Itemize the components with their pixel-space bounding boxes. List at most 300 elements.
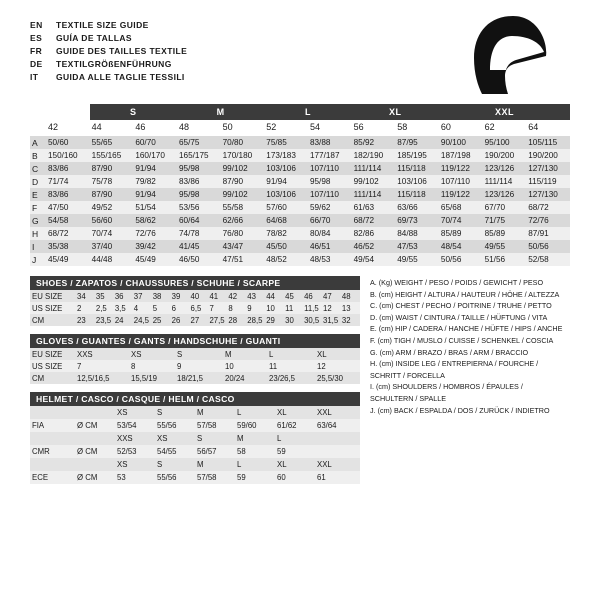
cell: 52/58	[526, 253, 570, 266]
helmet-size: XS	[116, 406, 156, 419]
cell: 115/118	[395, 162, 439, 175]
cell: 87/90	[90, 162, 134, 175]
table-row	[30, 445, 360, 458]
cell: 103/106	[395, 175, 439, 188]
language-row	[30, 59, 187, 70]
unit-label: Ø CM	[76, 445, 116, 458]
cell: 55/58	[221, 201, 265, 214]
helmet-size: M	[236, 432, 276, 445]
cell: 7	[76, 360, 130, 372]
cell: 24,5	[133, 314, 152, 326]
helmet-size: L	[236, 406, 276, 419]
cell: 51/54	[133, 201, 177, 214]
group-cell-l: L	[264, 104, 351, 120]
helmet-size-header-row	[30, 432, 360, 445]
cell: 160/170	[133, 149, 177, 162]
row-label-empty	[30, 120, 46, 136]
language-title: GUÍA DE TALLAS	[56, 33, 132, 43]
row-label: US SIZE	[30, 360, 76, 372]
cell: 37	[133, 290, 152, 302]
cell: 30	[284, 314, 303, 326]
cell: 80/84	[308, 227, 352, 240]
measure-label: F	[30, 201, 46, 214]
cell: 90/100	[439, 136, 483, 149]
measure-label: B	[30, 149, 46, 162]
cell: 83/86	[177, 175, 221, 188]
cell: 173/183	[264, 149, 308, 162]
helmet-size: L	[276, 432, 316, 445]
helmet-size: XXS	[116, 432, 156, 445]
helmet-size: XXL	[316, 406, 360, 419]
cell: 41	[208, 290, 227, 302]
size-number: 48	[178, 122, 189, 132]
table-row	[30, 175, 570, 188]
table-row	[30, 227, 570, 240]
cell: 55/56	[156, 419, 196, 432]
legend-item: B. (cm) HEIGHT / ALTURA / HAUTEUR / HÖHE / ALTEZZA	[370, 289, 560, 299]
cell: 27	[190, 314, 209, 326]
cell: 48/52	[264, 253, 308, 266]
cell: 67/70	[483, 201, 527, 214]
cell: 187/198	[439, 149, 483, 162]
cell: 56/60	[90, 214, 134, 227]
cell: 48	[341, 290, 360, 302]
cell: 61/62	[276, 419, 316, 432]
cell: 58	[236, 445, 276, 458]
cell: 65/75	[177, 136, 221, 149]
table-row	[30, 162, 570, 175]
cell: XXS	[76, 348, 130, 360]
helmet-section-title: HELMET / CASCO / CASQUE / HELM / CASCO	[30, 392, 360, 406]
cell: 95/100	[483, 136, 527, 149]
language-title-list	[30, 14, 187, 83]
helmet-size: S	[156, 458, 196, 471]
cell: 119/122	[439, 188, 483, 201]
measure-label: D	[30, 175, 46, 188]
cell: 6	[171, 302, 190, 314]
language-code: ES	[30, 33, 43, 43]
cell: 43	[246, 290, 265, 302]
spacer-cell	[76, 432, 116, 445]
gloves-table	[30, 348, 360, 384]
language-code: DE	[30, 59, 43, 69]
lower-section	[0, 276, 600, 484]
cell: 65/68	[439, 201, 483, 214]
size-number: 52	[266, 122, 277, 132]
table-row	[30, 372, 360, 384]
cell: 54/55	[156, 445, 196, 458]
cell: 9	[176, 360, 224, 372]
cell: 75/85	[264, 136, 308, 149]
cell: 24	[114, 314, 133, 326]
cell: 107/110	[439, 175, 483, 188]
cell: 45/49	[46, 253, 90, 266]
table-row	[30, 302, 360, 314]
cell: 45/50	[264, 240, 308, 253]
cell: 85/89	[439, 227, 483, 240]
cell: 155/165	[90, 149, 134, 162]
language-title: GUIDE DES TAILLES TEXTILE	[56, 46, 188, 56]
cell: 54/58	[46, 214, 90, 227]
measure-label: E	[30, 188, 46, 201]
cell: 111/114	[352, 162, 396, 175]
cell: 25,5/30	[316, 372, 360, 384]
table-row	[30, 201, 570, 214]
table-row	[30, 290, 360, 302]
cell: 50/60	[46, 136, 90, 149]
language-title: GUIDA ALLE TAGLIE TESSILI	[56, 72, 185, 82]
cell: 39/42	[133, 240, 177, 253]
table-row	[30, 149, 570, 162]
helmet-size: XXL	[316, 458, 360, 471]
cell: 150/160	[46, 149, 90, 162]
row-label-empty	[30, 432, 76, 445]
legend-item: H. (cm) INSIDE LEG / ENTREPIERNA / FOURCHE /	[370, 359, 539, 369]
cell: 23,5	[95, 314, 114, 326]
size-number: 62	[484, 122, 495, 132]
cell: 57/58	[196, 471, 236, 484]
size-number: 46	[135, 122, 146, 132]
cell: 41/45	[177, 240, 221, 253]
cell: 57/60	[264, 201, 308, 214]
cell: 60/70	[133, 136, 177, 149]
cell: 40	[190, 290, 209, 302]
standard-label: FIA	[30, 419, 76, 432]
cell: 6,5	[190, 302, 209, 314]
cell: 59	[236, 471, 276, 484]
cell: 68/72	[526, 201, 570, 214]
textile-size-table	[30, 104, 570, 266]
cell: 111/114	[352, 188, 396, 201]
cell: 95/98	[177, 162, 221, 175]
language-row	[30, 20, 187, 31]
lower-left-column	[30, 276, 360, 484]
cell: 55/65	[90, 136, 134, 149]
cell: 45/49	[133, 253, 177, 266]
cell: 182/190	[352, 149, 396, 162]
cell: 87/95	[395, 136, 439, 149]
cell: 23	[76, 314, 95, 326]
cell: 66/70	[308, 214, 352, 227]
cell: 50/56	[526, 240, 570, 253]
cell: 59/62	[308, 201, 352, 214]
header	[0, 0, 600, 100]
spacer-cell	[316, 432, 360, 445]
table-row	[30, 253, 570, 266]
cell: 56/57	[196, 445, 236, 458]
cell: 28	[227, 314, 246, 326]
cell: XL	[316, 348, 360, 360]
spacer	[30, 326, 360, 334]
spacer	[30, 384, 360, 392]
measure-label: H	[30, 227, 46, 240]
cell: 59	[276, 445, 316, 458]
cell: 23/26,5	[268, 372, 316, 384]
cell: 35/38	[46, 240, 90, 253]
cell: 42	[227, 290, 246, 302]
cell: 49/55	[395, 253, 439, 266]
helmet-size-header-row	[30, 458, 360, 471]
cell: 35	[95, 290, 114, 302]
cell: 91/94	[133, 188, 177, 201]
helmet-size: L	[236, 458, 276, 471]
measure-label: C	[30, 162, 46, 175]
shoes-section-title: SHOES / ZAPATOS / CHAUSSURES / SCHUHE / SCARPE	[30, 276, 360, 290]
cell: 70/74	[439, 214, 483, 227]
table-row	[30, 240, 570, 253]
language-row	[30, 33, 187, 44]
legend-item: A. (Kg) WEIGHT / PESO / POIDS / GEWICHT / PESO	[370, 278, 544, 287]
cell: 115/118	[395, 188, 439, 201]
cell: 63/64	[316, 419, 360, 432]
cell: 68/72	[46, 227, 90, 240]
language-title: TEXTILGRÖßENFÜHRUNG	[56, 59, 172, 69]
cell: 99/102	[221, 162, 265, 175]
standard-label: ECE	[30, 471, 76, 484]
cell: 64/68	[264, 214, 308, 227]
row-label-empty	[30, 406, 76, 419]
language-row	[30, 46, 187, 57]
cell: 27,5	[208, 314, 227, 326]
legend-item-cont: SCHULTERN / SPALLE	[370, 393, 447, 403]
cell: 83/86	[46, 188, 90, 201]
cell: 85/92	[352, 136, 396, 149]
cell: 119/122	[439, 162, 483, 175]
helmet-size: S	[196, 432, 236, 445]
cell: 74/78	[177, 227, 221, 240]
cell: 43/47	[221, 240, 265, 253]
cell: 87/91	[526, 227, 570, 240]
cell: 99/102	[221, 188, 265, 201]
cell: 11	[268, 360, 316, 372]
cell: 60	[276, 471, 316, 484]
table-row	[30, 419, 360, 432]
cell: 59/60	[236, 419, 276, 432]
cell: 55/56	[156, 471, 196, 484]
legend-item: J. (cm) BACK / ESPALDA / DOS / ZURÜCK / INDIETRO	[370, 405, 550, 415]
size-group-header-row	[30, 104, 570, 120]
helmet-size: S	[156, 406, 196, 419]
table-row	[30, 471, 360, 484]
gloves-section-title: GLOVES / GUANTES / GANTS / HANDSCHUHE / GUANTI	[30, 334, 360, 348]
cell: 26	[171, 314, 190, 326]
cell: 185/195	[395, 149, 439, 162]
cell: 190/200	[526, 149, 570, 162]
helmet-size: XS	[116, 458, 156, 471]
cell: 52/53	[116, 445, 156, 458]
size-number: 64	[528, 122, 539, 132]
cell: 85/89	[483, 227, 527, 240]
cell: 61/63	[352, 201, 396, 214]
row-label: CM	[30, 372, 76, 384]
language-code: FR	[30, 46, 43, 56]
table-row	[30, 348, 360, 360]
cell: 8	[130, 360, 176, 372]
group-cell-xl: XL	[352, 104, 439, 120]
cell: 2	[76, 302, 95, 314]
row-label: EU SIZE	[30, 290, 76, 302]
cell: 68/72	[352, 214, 396, 227]
cell: 46	[303, 290, 322, 302]
cell: 70/80	[221, 136, 265, 149]
cell: 60/64	[177, 214, 221, 227]
unit-label: Ø CM	[76, 471, 116, 484]
cell: 107/110	[308, 188, 352, 201]
cell: 29	[265, 314, 284, 326]
cell: 91/94	[264, 175, 308, 188]
helmet-size: XL	[276, 406, 316, 419]
cell: 4	[133, 302, 152, 314]
cell: 177/187	[308, 149, 352, 162]
row-label-empty	[30, 458, 76, 471]
cell: 31,5	[322, 314, 341, 326]
standard-label: CMR	[30, 445, 76, 458]
size-number: 60	[440, 122, 451, 132]
size-number: 42	[48, 122, 59, 132]
cell: 49/55	[483, 240, 527, 253]
cell: 87/90	[221, 175, 265, 188]
cell: 49/54	[352, 253, 396, 266]
cell: 11	[284, 302, 303, 314]
cell: 83/88	[308, 136, 352, 149]
group-cell-m: M	[177, 104, 264, 120]
table-row	[30, 136, 570, 149]
measure-label: J	[30, 253, 46, 266]
table-row	[30, 314, 360, 326]
cell: 91/94	[133, 162, 177, 175]
cell: 12,5/16,5	[76, 372, 130, 384]
cell: 63/66	[395, 201, 439, 214]
cell: 47	[322, 290, 341, 302]
cell: 105/115	[526, 136, 570, 149]
cell: 46/50	[177, 253, 221, 266]
language-title: TEXTILE SIZE GUIDE	[56, 20, 149, 30]
cell: XS	[130, 348, 176, 360]
cell: 190/200	[483, 149, 527, 162]
cell: 46/52	[352, 240, 396, 253]
unit-label: Ø CM	[76, 419, 116, 432]
cell: 79/82	[133, 175, 177, 188]
helmet-size-header-row	[30, 406, 360, 419]
cell: 62/66	[221, 214, 265, 227]
table-row	[30, 188, 570, 201]
cell: 78/82	[264, 227, 308, 240]
cell: 49/52	[90, 201, 134, 214]
cell: 7	[208, 302, 227, 314]
language-code: EN	[30, 20, 43, 30]
helmet-size: XL	[276, 458, 316, 471]
cell: 28,5	[246, 314, 265, 326]
table-row	[30, 214, 570, 227]
cell: 123/126	[483, 188, 527, 201]
language-row	[30, 72, 187, 83]
row-label: CM	[30, 314, 76, 326]
cell: 53/54	[116, 419, 156, 432]
size-number: 44	[91, 122, 102, 132]
cell: 83/86	[46, 162, 90, 175]
cell: 13	[341, 302, 360, 314]
helmet-size: XS	[156, 432, 196, 445]
cell: 47/50	[46, 201, 90, 214]
cell: 39	[171, 290, 190, 302]
cell: 71/75	[483, 214, 527, 227]
legend-item: G. (cm) ARM / BRAZO / BRAS / ARM / BRACCIO	[370, 347, 529, 357]
cell: 38	[152, 290, 171, 302]
cell: 58/62	[133, 214, 177, 227]
cell: L	[268, 348, 316, 360]
legend-item: D. (cm) WAIST / CINTURA / TAILLE / HÜFTUNG / VITA	[370, 312, 548, 322]
cell: 5	[152, 302, 171, 314]
cell: 107/110	[308, 162, 352, 175]
size-number: 50	[222, 122, 233, 132]
cell: 127/130	[526, 188, 570, 201]
cell: 11,5	[303, 302, 322, 314]
size-number: 54	[309, 122, 320, 132]
legend-item: E. (cm) HIP / CADERA / HANCHE / HÜFTE / HIPS / ANCHE	[370, 324, 563, 334]
group-cell-xxl: XXL	[439, 104, 570, 120]
group-cell-s: S	[90, 104, 177, 120]
cell: 12	[316, 360, 360, 372]
cell: 53	[116, 471, 156, 484]
cell: 95/98	[308, 175, 352, 188]
size-number: 56	[353, 122, 364, 132]
cell: 48/54	[439, 240, 483, 253]
size-number: 58	[397, 122, 408, 132]
group-cell-empty2	[46, 104, 90, 120]
cell: M	[224, 348, 268, 360]
cell: 3,5	[114, 302, 133, 314]
cell: 50/56	[439, 253, 483, 266]
cell: 8	[227, 302, 246, 314]
cell: 18/21,5	[176, 372, 224, 384]
cell: S	[176, 348, 224, 360]
cell: 46/51	[308, 240, 352, 253]
cell: 84/88	[395, 227, 439, 240]
helmet-size: M	[196, 458, 236, 471]
cell: 32	[341, 314, 360, 326]
cell: 47/51	[221, 253, 265, 266]
cell: 111/114	[483, 175, 527, 188]
cell: 170/180	[221, 149, 265, 162]
cell: 82/86	[352, 227, 396, 240]
spacer-cell	[316, 445, 360, 458]
row-label: EU SIZE	[30, 348, 76, 360]
cell: 72/76	[526, 214, 570, 227]
cell: 70/74	[90, 227, 134, 240]
legend-item-cont: SCHRITT / FORCELLA	[370, 370, 445, 380]
cell: 57/58	[196, 419, 236, 432]
cell: 12	[322, 302, 341, 314]
cell: 9	[246, 302, 265, 314]
helmet-table	[30, 406, 360, 484]
cell: 48/53	[308, 253, 352, 266]
cell: 75/78	[90, 175, 134, 188]
measure-label: A	[30, 136, 46, 149]
cell: 76/80	[221, 227, 265, 240]
language-code: IT	[30, 72, 39, 82]
cell: 103/106	[264, 162, 308, 175]
measure-label: G	[30, 214, 46, 227]
row-label: US SIZE	[30, 302, 76, 314]
measure-label: I	[30, 240, 46, 253]
cell: 95/98	[177, 188, 221, 201]
cell: 123/126	[483, 162, 527, 175]
helmet-icon	[468, 14, 558, 100]
cell: 15,5/19	[130, 372, 176, 384]
table-row	[30, 360, 360, 372]
cell: 30,5	[303, 314, 322, 326]
cell: 99/102	[352, 175, 396, 188]
